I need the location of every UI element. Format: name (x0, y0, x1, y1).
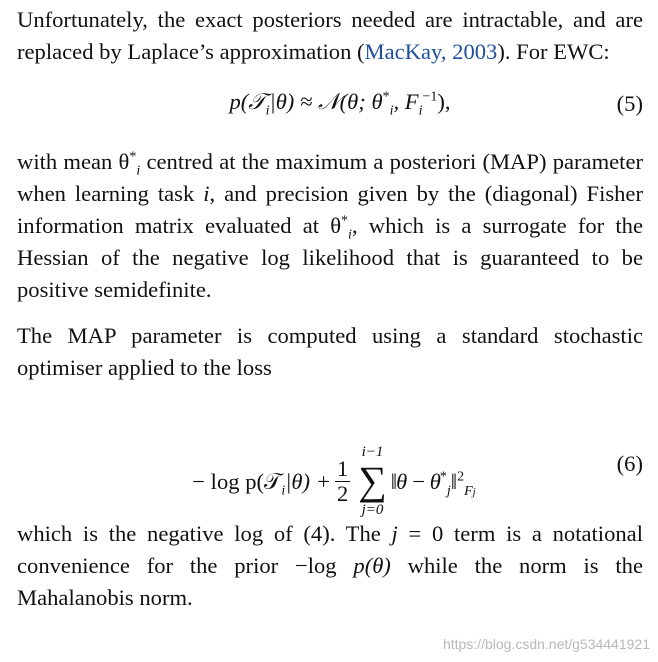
text-segment: while the norm is the Mahalanobis norm. (17, 553, 644, 610)
eq6-norm-open: ‖θ − θ (390, 469, 440, 495)
paragraph-map-precision (17, 146, 643, 306)
text-segment: ). For EWC: (497, 39, 610, 64)
citation-mackay[interactable]: MacKay, 2003 (364, 39, 498, 64)
eq5-f-sub: i (418, 103, 423, 119)
sum-lower-limit: j=0 (361, 502, 384, 518)
text-segment: = 0 term is a notational convenience for the prior −log (17, 521, 643, 578)
eq6-norm-sub: F (464, 483, 473, 499)
equation-5-body (37, 86, 643, 118)
sum-upper-limit: i−1 (361, 444, 384, 460)
theta-sup: * (129, 149, 137, 165)
paper-page (17, 4, 643, 614)
eq5-f-sup: −1 (422, 89, 438, 105)
eq5-mid: , F (393, 89, 419, 114)
eq6-theta-sub: j (446, 483, 451, 499)
frac-denominator: 2 (336, 480, 349, 506)
summation (358, 443, 387, 519)
text-segment: , which is a surrogate for the Hessian of the negative log likelihood that is guaranteed to be positive semidefinite. (17, 213, 643, 302)
p-theta: p(θ) (353, 553, 391, 578)
equation-number-5: (5) (616, 91, 643, 116)
equation-number-6: (6) (616, 451, 643, 476)
text-segment: with mean θ (17, 149, 130, 174)
eq6-norm-sub2: j (472, 485, 476, 498)
eq6-theta-sup: * (439, 469, 447, 485)
paragraph-mahalanobis (17, 518, 643, 614)
eq6-norm-close: ‖ (450, 469, 458, 495)
text-segment: which is the negative log of (4). The (17, 521, 392, 546)
watermark: https://blog.csdn.net/g534441921 (442, 636, 650, 652)
eq5-sub: i (265, 103, 270, 119)
var-i: i (203, 181, 210, 206)
equation-6-body (25, 446, 643, 522)
frac-numerator: 1 (336, 455, 349, 481)
eq6-sub: i (281, 483, 286, 499)
text-segment: Unfortunately, the exact posteriors needed are intractable, and are replaced by Laplace’s approximation ( (17, 7, 643, 64)
paragraph-laplace (17, 4, 643, 68)
eq5-theta-sub: i (389, 103, 394, 119)
eq5-lhs-rest: |θ) ≈ 𝒩(θ; θ (269, 89, 383, 114)
theta-sub: i (136, 163, 141, 179)
theta-sup: * (341, 213, 349, 229)
eq6-lhs: − log p(𝒯 (192, 469, 282, 495)
theta-sub: i (348, 227, 352, 243)
equation-5 (17, 84, 643, 132)
text-segment: , and precision given by the (diagonal) Fisher information matrix evaluated at θ (17, 181, 643, 238)
eq5-end: ), (437, 89, 451, 114)
eq5-theta-sup: * (382, 89, 390, 105)
fraction-one-half (335, 457, 350, 506)
sigma-symbol: ∑ (358, 458, 387, 503)
text-segment: centred at the maximum a posteriori (MAP) parameter when learning task (17, 149, 643, 206)
equation-6 (17, 410, 643, 518)
eq6-norm-sup: 2 (457, 469, 465, 485)
paragraph-optimiser: The MAP parameter is computed using a standard stochastic optimiser applied to the loss (17, 323, 643, 380)
eq6-lhs-rest: |θ) + (285, 469, 331, 495)
var-j: j (391, 521, 398, 546)
eq5-lhs: p(𝒯 (229, 89, 266, 114)
